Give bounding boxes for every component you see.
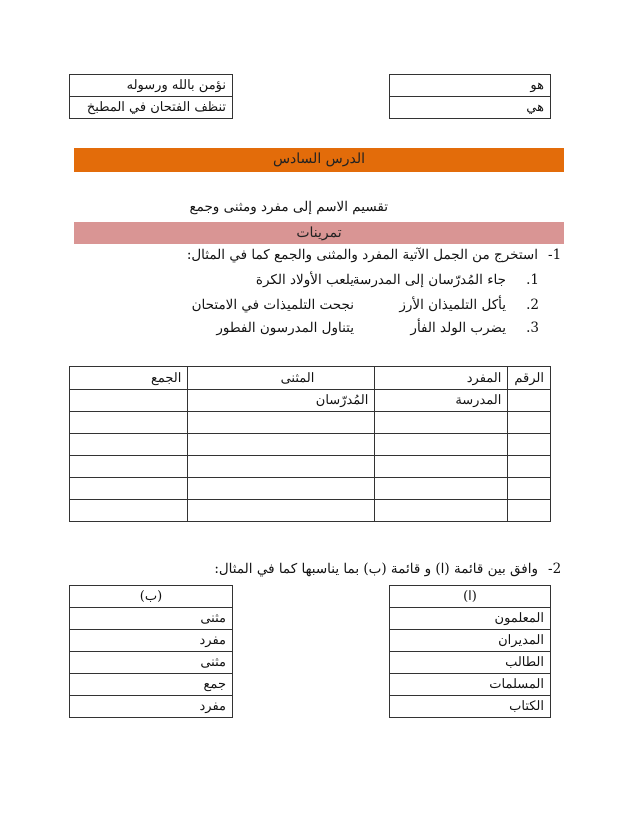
table-cell (188, 412, 375, 434)
table-cell (70, 456, 188, 478)
table-cell (70, 478, 188, 500)
top-right-table (389, 74, 551, 119)
table-cell (508, 434, 551, 456)
exercises-title: تمرينات (296, 225, 342, 241)
table-cell (188, 500, 375, 522)
list-b-item: مفرد (70, 630, 233, 652)
list-b-item: جمع (70, 674, 233, 696)
q1-item-sentence-b: نجحت التلميذات في الامتحان (191, 297, 354, 313)
q1-instruction: استخرج من الجمل الآتية المفرد والمثنى والجمع كما في المثال: (186, 247, 538, 263)
list-a-item: الطالب (390, 652, 551, 674)
table-cell (375, 478, 508, 500)
list-b-header: (ب) (70, 586, 233, 608)
table-cell (188, 434, 375, 456)
table-row (70, 390, 551, 412)
table-cell (188, 478, 375, 500)
table-header-row (70, 367, 551, 390)
table-row (70, 434, 551, 456)
table-row (70, 500, 551, 522)
list-a-header: (ا) (390, 586, 551, 608)
list-a-item: الكتاب (390, 696, 551, 718)
subject-heading: تقسيم الاسم إلى مفرد ومثنى وجمع (189, 199, 388, 215)
q1-item-sentence-b: يلعب الأولاد الكرة (255, 272, 354, 288)
q1-item-sentence-b: يتناول المدرسون الفطور (216, 320, 354, 336)
header-number: الرقم (508, 367, 551, 390)
q2-number: 2- (548, 561, 562, 577)
table-cell: المدرسة (375, 390, 508, 412)
list-a-table (389, 585, 551, 718)
table-cell (508, 478, 551, 500)
top-left-cell: نؤمن بالله ورسوله (70, 75, 233, 97)
top-left-table (69, 74, 233, 119)
q1-item-number: 2. (526, 297, 539, 313)
table-cell (70, 500, 188, 522)
table-row (70, 456, 551, 478)
table-cell (375, 456, 508, 478)
list-a-item: المعلمون (390, 608, 551, 630)
q1-item-sentence-a: يضرب الولد الفأر (410, 320, 506, 336)
q1-item-sentence-a: جاء المُدرّسان إلى المدرسة (352, 272, 506, 288)
table-cell (375, 434, 508, 456)
exercises-band (74, 222, 564, 244)
table-cell (70, 434, 188, 456)
list-a-item: المسلمات (390, 674, 551, 696)
list-b-item: مفرد (70, 696, 233, 718)
q1-item-sentence-a: يأكل التلميذان الأرز (399, 297, 506, 313)
top-right-cell: هي (390, 97, 551, 119)
top-left-cell: تنظف الفتحان في المطبخ (70, 97, 233, 119)
table-row (70, 412, 551, 434)
table-cell (375, 500, 508, 522)
list-b-item: مثنى (70, 608, 233, 630)
q1-item-number: 1. (526, 272, 539, 288)
header-singular: المفرد (375, 367, 508, 390)
q1-item-number: 3. (526, 320, 539, 336)
table-cell (188, 456, 375, 478)
list-b-item: مثنى (70, 652, 233, 674)
lesson-title: الدرس السادس (272, 151, 366, 167)
table-cell (70, 390, 188, 412)
top-right-cell: هو (390, 75, 551, 97)
table-row (70, 478, 551, 500)
table-cell (70, 412, 188, 434)
header-plural: الجمع (70, 367, 188, 390)
q2-instruction: وافق بين قائمة (ا) و قائمة (ب) بما يناسبها كما في المثال: (214, 561, 538, 577)
classification-table (69, 366, 551, 522)
table-cell: المُدرّسان (188, 390, 375, 412)
table-cell (508, 456, 551, 478)
table-cell (508, 500, 551, 522)
lesson-title-band (74, 148, 564, 172)
table-cell (508, 412, 551, 434)
list-b-table (69, 585, 233, 718)
list-a-item: المديران (390, 630, 551, 652)
header-dual: المثنى (188, 367, 375, 390)
table-cell (375, 412, 508, 434)
q1-number: 1- (548, 247, 562, 263)
table-cell (508, 390, 551, 412)
